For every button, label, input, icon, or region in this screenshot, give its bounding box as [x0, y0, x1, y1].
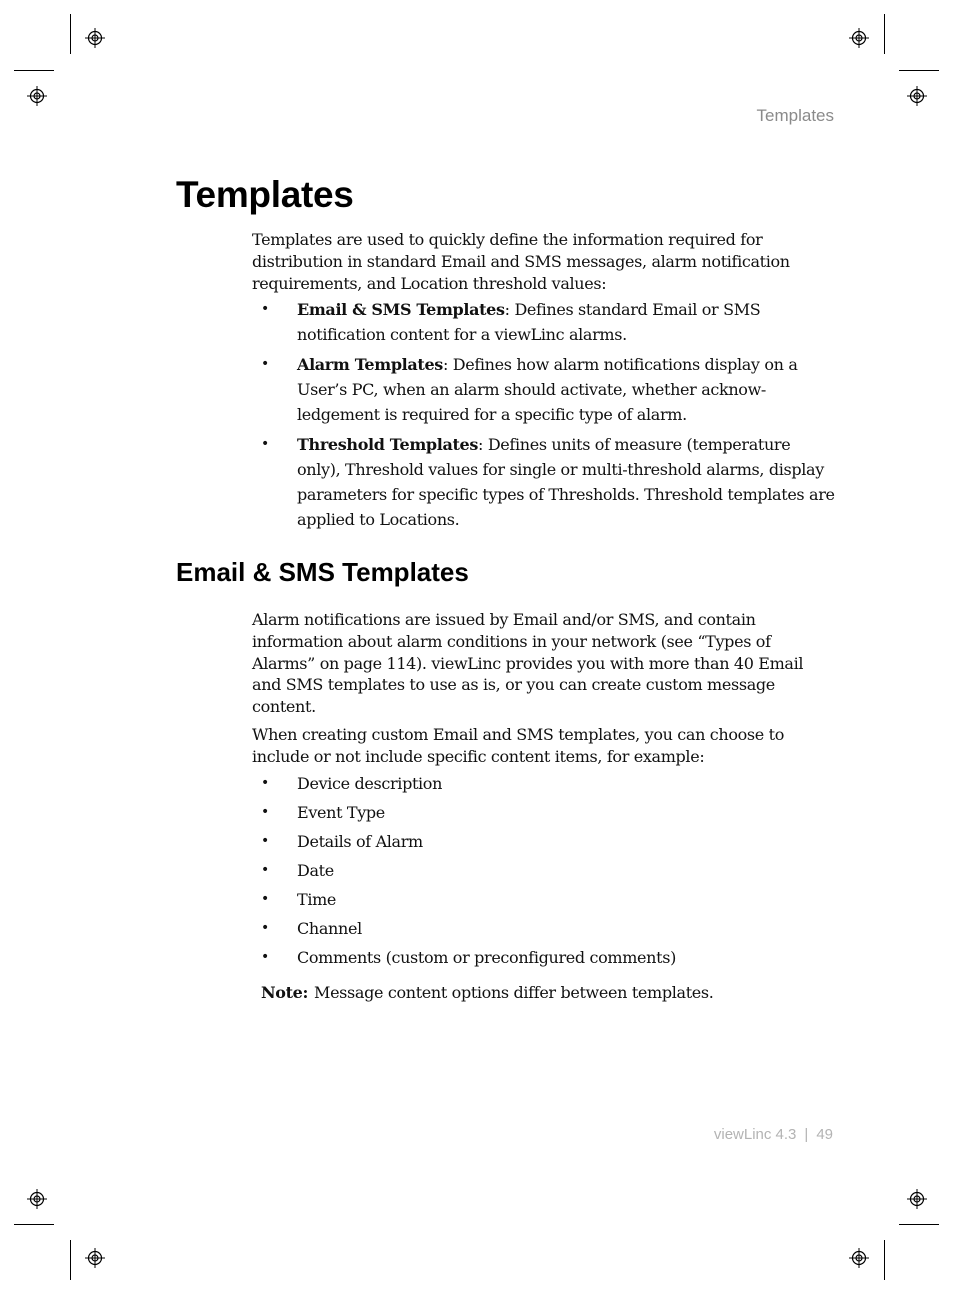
section-heading: Email & SMS Templates	[176, 557, 469, 587]
crop-mark	[884, 14, 885, 54]
registration-mark-icon	[85, 1248, 105, 1268]
registration-mark-icon	[27, 86, 47, 106]
page-number: 49	[816, 1126, 833, 1143]
list-item	[252, 947, 836, 968]
crop-mark	[884, 1240, 885, 1280]
list-item-text: Channel	[297, 919, 362, 938]
list-item-text: Time	[297, 890, 337, 909]
registration-mark-icon	[907, 86, 927, 106]
crop-mark	[14, 70, 54, 71]
registration-mark-icon	[27, 1189, 47, 1209]
bullet-icon: •	[261, 436, 269, 452]
description: Defines how alarm notifications display on a User’s PC, when an alarm should activate, whether acknow-ledgement is required for a specific type of alarm.	[297, 355, 798, 424]
note-text: Message content options differ between templates.	[314, 983, 714, 1002]
intro-paragraph: Templates are used to quickly define the information required for distribution in standard Email and SMS messages, alarm notification requirements, and Location threshold values:	[252, 230, 790, 293]
page-footer	[714, 1126, 833, 1143]
list-item-text: Details of Alarm	[297, 832, 423, 851]
bullet-icon: •	[261, 949, 269, 965]
crop-mark	[70, 14, 71, 54]
list-item	[252, 889, 836, 910]
term-separator: :	[478, 435, 484, 454]
content-items-list	[252, 773, 836, 976]
note-label: Note:	[261, 983, 309, 1002]
list-item-text: Date	[297, 861, 334, 880]
footer-separator: |	[804, 1126, 809, 1143]
registration-mark-icon	[85, 28, 105, 48]
list-item-text: Device description	[297, 774, 443, 793]
list-item	[252, 831, 836, 852]
running-header: Templates	[756, 106, 834, 125]
crop-mark	[14, 1224, 54, 1225]
section-paragraph: When creating custom Email and SMS templates, you can choose to include or not include specific content items, for example:	[252, 725, 784, 766]
bullet-icon: •	[261, 301, 269, 317]
list-item-text: Event Type	[297, 803, 385, 822]
term-separator: :	[504, 300, 510, 319]
list-item	[252, 297, 836, 347]
bullet-icon: •	[261, 891, 269, 907]
registration-mark-icon	[849, 28, 869, 48]
list-item	[252, 432, 836, 532]
list-item-text: Comments (custom or preconfigured comments)	[297, 948, 676, 967]
list-item	[252, 802, 836, 823]
note	[261, 982, 714, 1004]
registration-mark-icon	[907, 1189, 927, 1209]
crop-mark	[70, 1240, 71, 1280]
bullet-icon: •	[261, 862, 269, 878]
section-paragraph: Alarm notifications are issued by Email and/or SMS, and contain information about alarm conditions in your network (see “Types of Alarms” on page 114). viewLinc provides you with more than 40 Email and SMS templates to use as is, or you can create custom message content.	[252, 610, 804, 717]
crop-mark	[899, 70, 939, 71]
term: Email & SMS Templates	[297, 300, 505, 319]
list-item	[252, 918, 836, 939]
footer-product: viewLinc 4.3	[713, 1126, 797, 1143]
template-types-list	[252, 297, 836, 537]
bullet-icon: •	[261, 833, 269, 849]
term: Alarm Templates	[297, 355, 443, 374]
description: Defines units of measure (temperature only), Threshold values for single or multi-threshold alarms, display parameters for specific types of Thresholds. Threshold templates are applied to Locations.	[297, 435, 835, 529]
description: Defines standard Email or SMS notification content for a viewLinc alarms.	[297, 300, 761, 344]
list-item	[252, 773, 836, 794]
page-title: Templates	[176, 174, 354, 215]
bullet-icon: •	[261, 804, 269, 820]
registration-mark-icon	[849, 1248, 869, 1268]
term-separator: :	[442, 355, 448, 374]
crop-mark	[899, 1224, 939, 1225]
list-item	[252, 860, 836, 881]
bullet-icon: •	[261, 775, 269, 791]
term: Threshold Templates	[297, 435, 479, 454]
bullet-icon: •	[261, 920, 269, 936]
bullet-icon: •	[261, 356, 269, 372]
list-item	[252, 352, 836, 427]
